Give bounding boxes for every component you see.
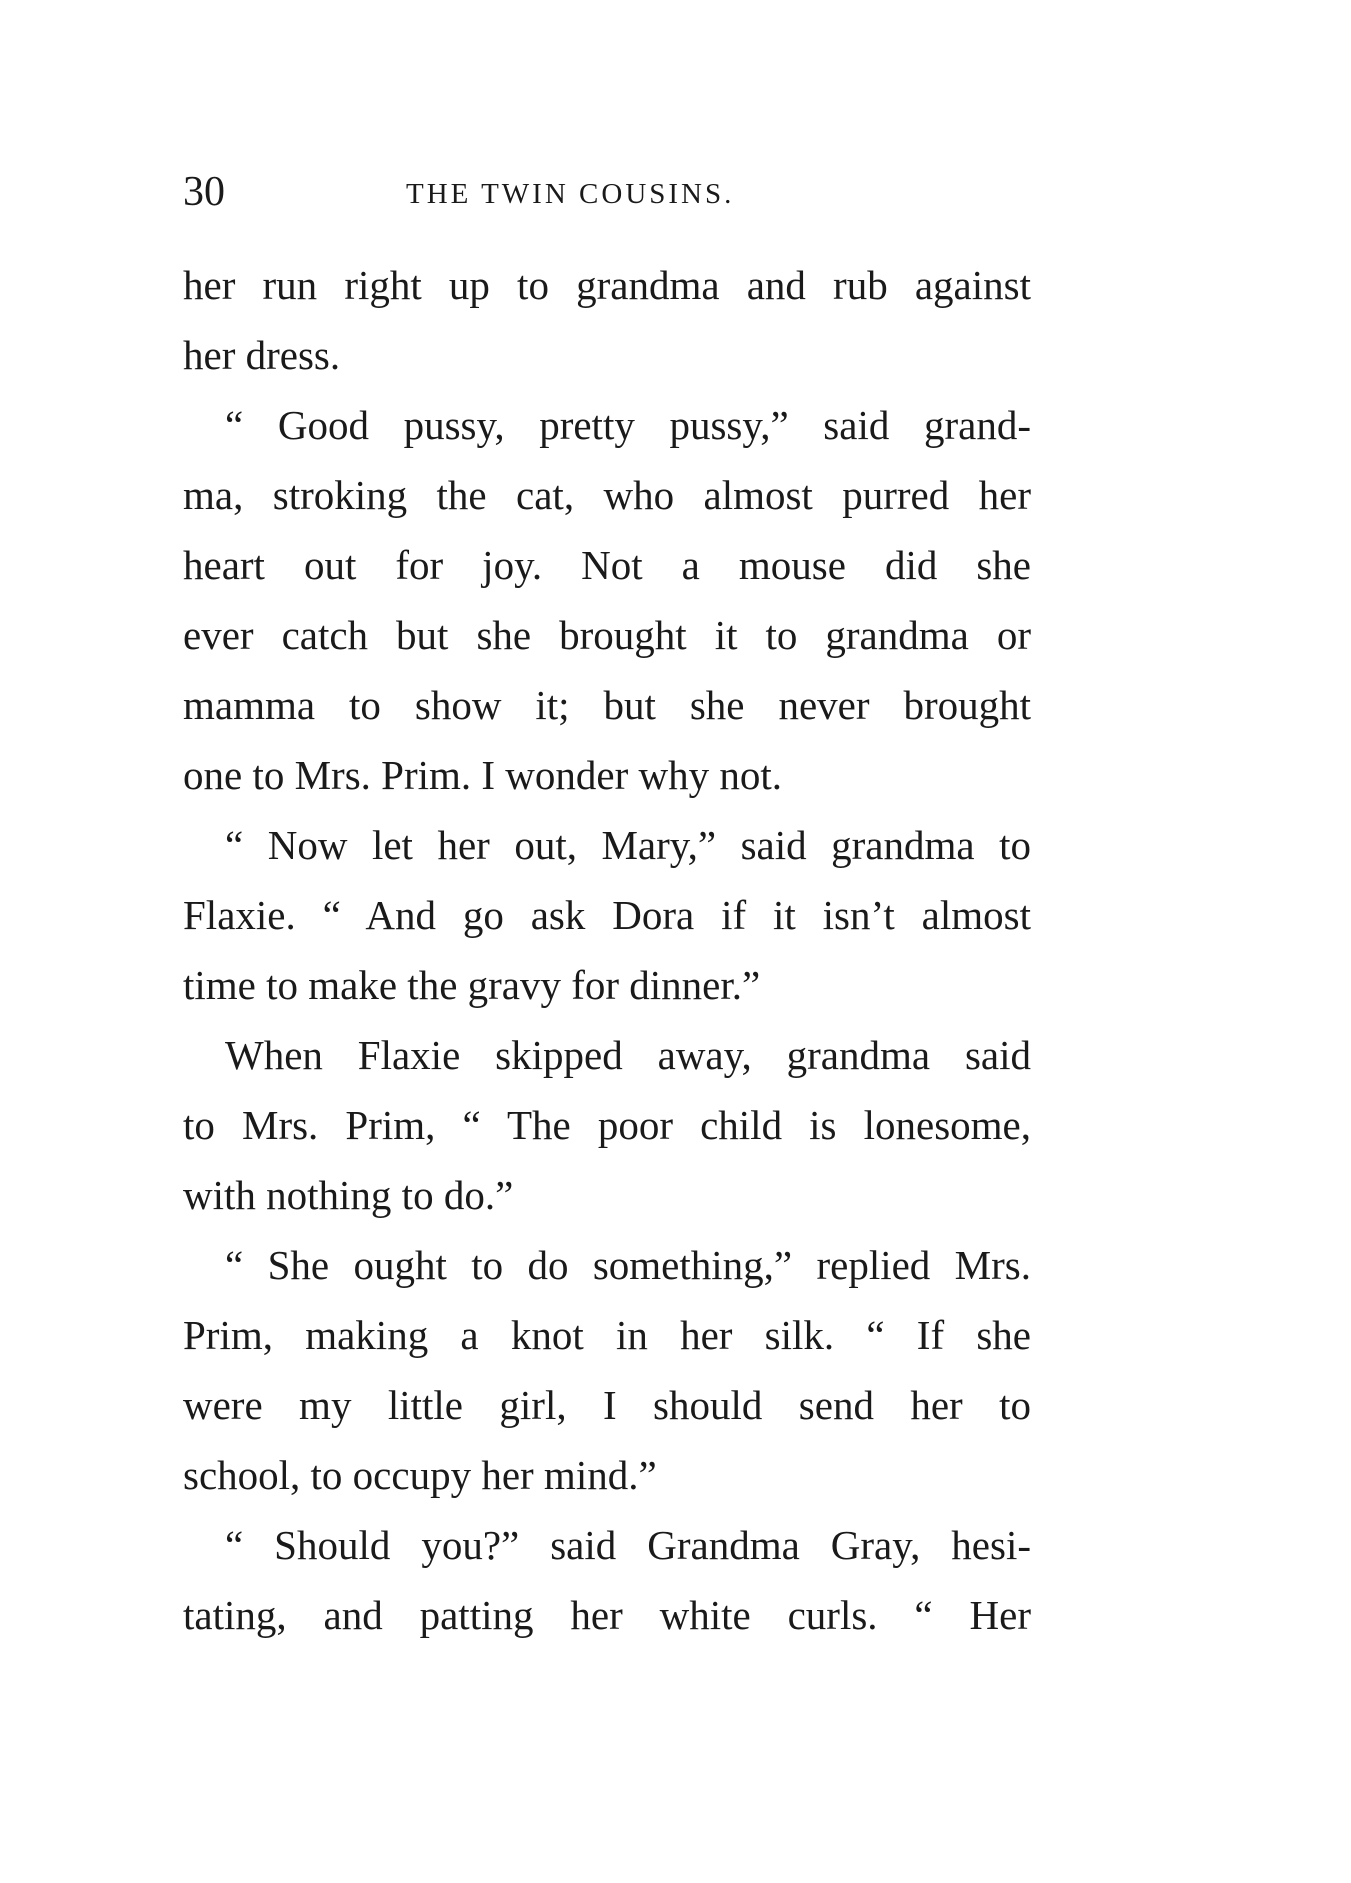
running-head [183, 167, 1053, 217]
text-line: “ Now let her out, Mary,” said grandma to [225, 822, 1031, 868]
text-line: were my little girl, I should send her to [183, 1382, 1031, 1428]
text-line: time to make the gravy for dinner.” [183, 962, 761, 1008]
text-line: “ She ought to do something,” replied Mrs. [225, 1242, 1031, 1288]
text-line: Flaxie. “ And go ask Dora if it isn’t almost [183, 892, 1031, 938]
text-line: ma, stroking the cat, who almost purred her [183, 472, 1031, 518]
text-line: Prim, making a knot in her silk. “ If she [183, 1312, 1031, 1358]
text-line: “ Good pussy, pretty pussy,” said grand- [225, 402, 1031, 448]
text-line: mamma to show it; but she never brought [183, 682, 1031, 728]
text-line: tating, and patting her white curls. “ Her [183, 1592, 1031, 1638]
text-line: one to Mrs. Prim. I wonder why not. [183, 752, 783, 798]
text-line: ever catch but she brought it to grandma or [183, 612, 1031, 658]
running-title: THE TWIN COUSINS. [406, 178, 735, 210]
text-line: with nothing to do.” [183, 1172, 514, 1218]
text-line: school, to occupy her mind.” [183, 1452, 657, 1498]
text-line: to Mrs. Prim, “ The poor child is lonesome, [183, 1102, 1031, 1148]
text-line: heart out for joy. Not a mouse did she [183, 542, 1031, 588]
body-text [183, 250, 1031, 1650]
text-line: “ Should you?” said Grandma Gray, hesi- [225, 1522, 1031, 1568]
text-line: her dress. [183, 332, 341, 378]
text-line: When Flaxie skipped away, grandma said [225, 1032, 1031, 1078]
text-line: her run right up to grandma and rub against [183, 262, 1031, 308]
page-number: 30 [183, 169, 225, 215]
